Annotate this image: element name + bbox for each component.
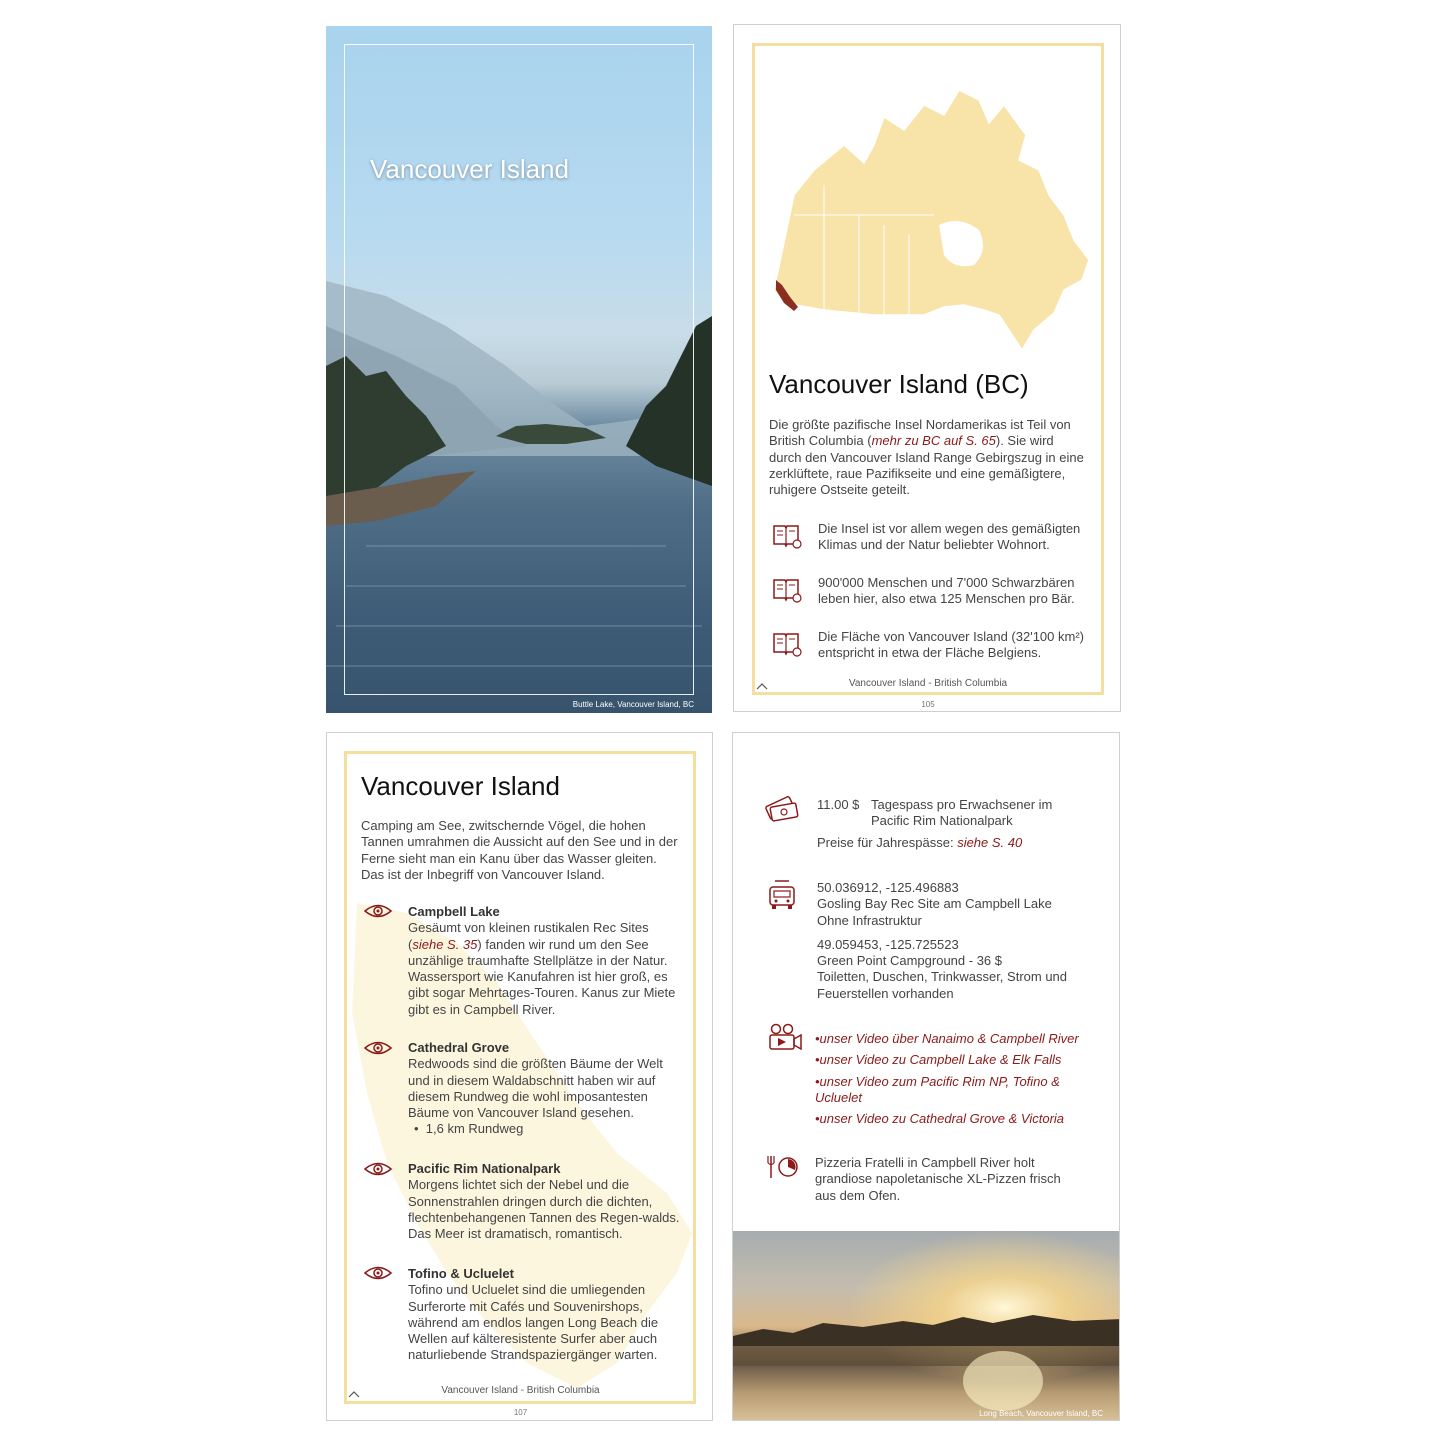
- page-footer: Vancouver Island - British Columbia: [441, 1385, 600, 1396]
- page-footer: Vancouver Island - British Columbia: [848, 678, 1008, 689]
- book-info-icon: [772, 523, 802, 549]
- intro-paragraph: Camping am See, zwitschernde Vögel, die hohen Tannen umrahmen die Aussicht auf den See und in der Ferne sieht man ein Kanu über das Wasser gleiten. Das ist der Inbegriff von Vancouver Island.: [361, 818, 678, 882]
- photo-caption: Long Beach, Vancouver Island, BC: [979, 1409, 1103, 1418]
- restaurant-icon: [767, 1154, 801, 1180]
- book-info-icon: [772, 631, 802, 657]
- price-block: [817, 797, 1087, 851]
- highlight-title: Pacific Rim Nationalpark: [408, 1161, 561, 1176]
- page-number: 105: [921, 700, 935, 709]
- video-link[interactable]: •unser Video zu Campbell Lake & Elk Falls: [815, 1052, 1062, 1068]
- intro-paragraph: [769, 417, 1089, 498]
- eye-icon: [363, 1264, 393, 1282]
- eye-icon: [363, 1160, 393, 1178]
- eye-icon: [363, 1039, 393, 1057]
- annual-pass-link[interactable]: siehe S. 40: [957, 834, 1023, 850]
- intro-text-rest: ). Sie wird durch den Vancouver Island Range Gebirgszug in eine zerklüftete, raue Pazifikseite und eine gemäßigtere, ruhigere Ostseite geteilt.: [769, 433, 1084, 498]
- page-title: Vancouver Island (BC): [769, 369, 1029, 399]
- bullet-text: 1,6 km Rundweg: [425, 1121, 524, 1137]
- camp2-name: Green Point Campground - 36 $: [817, 953, 1002, 969]
- beach-sunset-photo: [733, 1231, 1120, 1421]
- highlight-item: [408, 1040, 683, 1138]
- camp1-name: Gosling Bay Rec Site am Campbell Lake: [817, 896, 1052, 912]
- video-link[interactable]: •unser Video zum Pacific Rim NP, Tofino & Ucluelet: [815, 1073, 1060, 1105]
- fact-text: Die Fläche von Vancouver Island (32'100 km²) entspricht in etwa der Fläche Belgiens.: [818, 629, 1084, 661]
- intro-text: Die größte pazifische Insel Nordamerikas ist Teil von British Columbia (: [769, 417, 1071, 449]
- sunset-scenery: [733, 1231, 1120, 1421]
- cover-title: Vancouver Island: [370, 154, 569, 184]
- video-list: [815, 1031, 1090, 1127]
- cover-page: [326, 26, 712, 713]
- highlights-page: [326, 732, 713, 1421]
- highlight-text: Redwoods sind die größten Bäume der Welt und in diesem Waldabschnitt haben wir auf diesem Rundweg die wohl imposantesten Bäume von Vancouver Island gesehen.: [408, 1056, 663, 1121]
- fact-text: Die Insel ist vor allem wegen des gemäßigten Klimas und der Natur beliebter Wohnort.: [818, 521, 1081, 553]
- highlight-item: [408, 1161, 683, 1242]
- rec-sites-page-link[interactable]: siehe S. 35: [412, 936, 478, 952]
- highlight-text: Tofino und Ucluelet sind die umliegenden Surferorte mit Cafés und Souvenirshops, während am endlos langen Long Beach die Wellen auf kälteresistente Surfer aber auch naturliebende Strandspaziergänger warten.: [408, 1282, 659, 1363]
- fact-text: 900'000 Menschen und 7'000 Schwarzbären leben hier, also etwa 125 Menschen pro Bär.: [818, 575, 1075, 607]
- photo-caption: Buttle Lake, Vancouver Island, BC: [572, 700, 694, 709]
- campground-block: [817, 880, 1087, 1002]
- bc-page-link[interactable]: mehr zu BC auf S. 65: [871, 433, 996, 449]
- camper-van-icon: [767, 879, 797, 911]
- annual-pass-line: [817, 835, 1087, 851]
- highlight-text: Morgens lichtet sich der Nebel und die Sonnenstrahlen dringen durch die dichten, flechtenbehangenen Tannen des Regen-walds. Das Meer ist dramatisch, romantisch.: [408, 1177, 680, 1242]
- money-icon: [763, 793, 801, 823]
- bullet-item: • 1,6 km Rundweg: [414, 1121, 524, 1137]
- camp2-info: Toiletten, Duschen, Trinkwasser, Strom und Feuerstellen vorhanden: [817, 969, 1068, 1001]
- price-row: [817, 797, 1087, 830]
- highlight-title: Campbell Lake: [408, 904, 500, 919]
- camp1-info: Ohne Infrastruktur: [817, 912, 922, 928]
- highlight-text-rest: ) fanden wir rund um den See unzählige traumhafte Stellplätze in der Natur. Wassersport wie Kanufahren ist hier groß, es gibt sogar Mehrtages-Touren. Kanus zur Miete gibt es in Campbell River.: [408, 936, 676, 1017]
- page-title: Vancouver Island: [361, 771, 560, 801]
- map-page: [733, 24, 1121, 712]
- camp1-coordinates: 50.036912, -125.496883: [817, 880, 959, 895]
- info-page: [732, 732, 1120, 1421]
- price-description: Tagespass pro Erwachsener im Pacific Rim Nationalpark: [871, 797, 1053, 829]
- camp2-coordinates: 49.059453, -125.725523: [817, 936, 959, 952]
- cover-frame: [344, 44, 694, 695]
- video-camera-icon: [767, 1023, 803, 1053]
- eye-icon: [363, 902, 393, 920]
- page-number: 107: [513, 1408, 528, 1417]
- highlight-item: [408, 904, 683, 1018]
- book-info-icon: [772, 577, 802, 603]
- video-link[interactable]: •unser Video zu Cathedral Grove & Victoria: [815, 1111, 1065, 1127]
- canada-map: [764, 75, 1094, 375]
- restaurant-tip: Pizzeria Fratelli in Campbell River holt grandiose napoletanische XL-Pizzen frisch aus dem Ofen.: [815, 1155, 1061, 1203]
- highlight-item: [408, 1266, 683, 1364]
- highlight-title: Tofino & Ucluelet: [408, 1266, 514, 1281]
- annual-pass-label: Preise für Jahrespässe:: [817, 834, 958, 850]
- price-amount: 11.00 $: [817, 797, 860, 812]
- video-link[interactable]: •unser Video über Nanaimo & Campbell River: [815, 1031, 1079, 1046]
- highlight-text: Gesäumt von kleinen rustikalen Rec Sites (: [408, 920, 649, 952]
- highlight-title: Cathedral Grove: [408, 1040, 510, 1055]
